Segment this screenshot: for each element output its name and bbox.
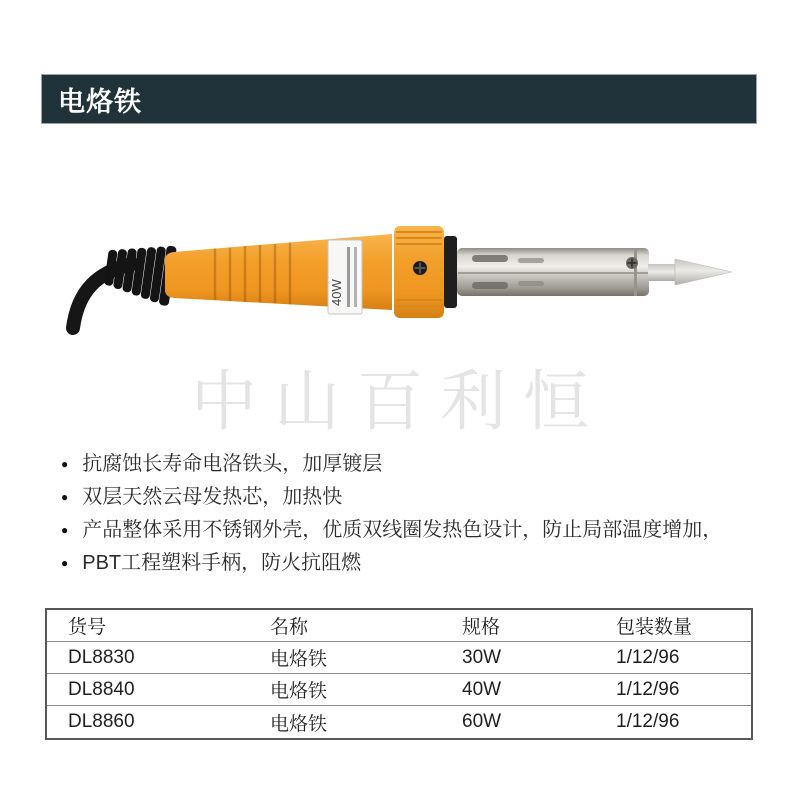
table-cell-spec: 40W	[441, 674, 595, 706]
watermark-text: 中山百利恒	[191, 364, 606, 438]
table-header-item-no: 货号	[47, 610, 249, 642]
page-title: 电烙铁	[58, 86, 142, 117]
bullet-icon: ●	[61, 457, 69, 471]
table-cell-pack-qty: 1/12/96	[595, 642, 751, 674]
vent-slot	[472, 255, 508, 262]
metal-barrel	[457, 248, 649, 296]
table-cell-name: 电烙铁	[249, 674, 441, 706]
table-cell-pack-qty: 1/12/96	[595, 674, 751, 706]
table-cell-name: 电烙铁	[249, 642, 441, 674]
section-title-bar	[41, 74, 757, 124]
table-cell-item-no: DL8860	[68, 711, 135, 732]
table-cell-name: 电烙铁	[270, 713, 328, 735]
feature-item	[61, 517, 761, 543]
feature-text: 双层天然云母发热芯，加热快	[82, 486, 343, 508]
handle-collar	[394, 226, 444, 318]
spec-table	[45, 608, 753, 740]
feature-item	[61, 550, 761, 576]
table-cell-spec: 60W	[462, 711, 502, 732]
feature-item	[61, 451, 761, 477]
table-cell-spec: 30W	[441, 642, 595, 674]
table-cell-item-no: DL8830	[47, 642, 249, 674]
bullet-icon: ●	[61, 490, 69, 504]
barrel-ring	[444, 236, 457, 308]
feature-list	[61, 451, 761, 583]
vent-slot	[518, 258, 544, 263]
table-cell-item-no: DL8840	[47, 674, 249, 706]
product-image-soldering-iron	[40, 210, 760, 350]
table-cell-pack-qty: 1/12/96	[616, 711, 680, 732]
bullet-icon: ●	[61, 556, 69, 570]
table-header-pack-qty: 包装数量	[595, 610, 751, 642]
rating-label	[328, 240, 362, 314]
table-header-name: 名称	[249, 610, 441, 642]
soldering-tip	[648, 259, 732, 285]
vent-slot	[472, 282, 508, 289]
bullet-icon: ●	[61, 523, 69, 537]
feature-text: PBT工程塑料手柄，防火抗阻燃	[82, 552, 362, 574]
label-fine-print-line	[354, 247, 357, 307]
feature-text: 抗腐蚀长寿命电洛铁头，加厚镀层	[82, 453, 383, 475]
rating-label-text: 40W	[329, 279, 344, 306]
table-header-spec: 规格	[441, 610, 595, 642]
label-fine-print-line	[347, 247, 350, 307]
feature-item	[61, 484, 761, 510]
feature-text: 产品整体采用不锈钢外壳，优质双线圈发热色设计，防止局部温度增加，	[82, 519, 723, 541]
vent-slot	[518, 281, 544, 286]
